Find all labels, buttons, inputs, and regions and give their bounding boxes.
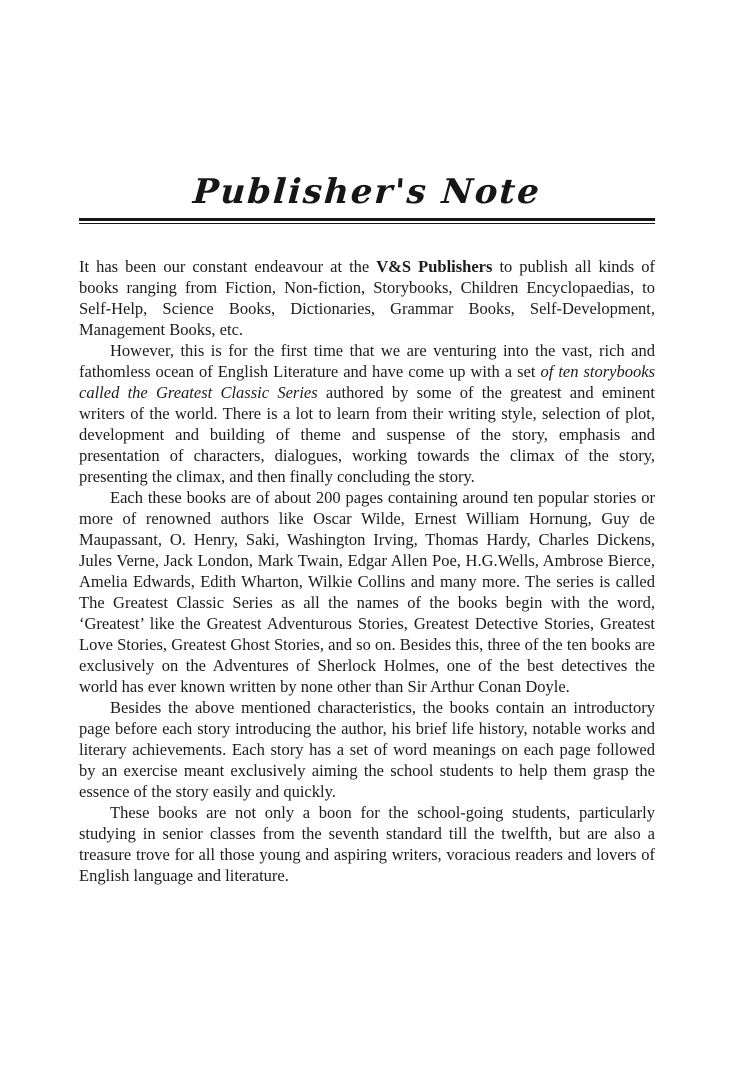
text-segment: to publish all kinds of books ranging from Fiction, Non-fiction, Storybooks, Children Encyclopaedias, to Self-Help, Science Books, Dictionaries, Grammar Books, Self-Development, Management Books, etc. — [79, 257, 655, 339]
page-content — [79, 0, 655, 886]
paragraph-4 — [79, 697, 655, 802]
text-segment: authored by some of the greatest and eminent writers of the world. There is a lot to learn from their writing style, selection of plot, development and building of theme and suspense of the story, emphasis and presentation of characters, dialogues, working towards the climax of the story, presenting the climax, and then finally concluding the story. — [79, 383, 655, 486]
page-header — [79, 168, 655, 224]
text-segment: Besides the above mentioned characteristics, the books contain an introductory page before each story introducing the author, his brief life history, notable works and literary achievements. Each story has a set of word meanings on each page followed by an exercise meant exclusively aiming the school students to help them grasp the essence of the story easily and quickly. — [79, 698, 655, 801]
paragraph-2 — [79, 340, 655, 487]
paragraph-1 — [79, 256, 655, 340]
text-segment-italic: of ten storybooks called the Greatest Classic Series — [79, 362, 655, 402]
title-rule — [79, 218, 655, 224]
paragraph-5 — [79, 802, 655, 886]
text-segment-bold: V&S Publishers — [376, 257, 493, 276]
paragraph-3 — [79, 487, 655, 697]
text-segment: However, this is for the first time that we are venturing into the vast, rich and fathomless ocean of English Literature and have come up with a set — [79, 341, 655, 381]
publishers-note-title: Publisher's Note — [191, 172, 543, 212]
publishers-note-body — [79, 256, 655, 886]
text-segment: It has been our constant endeavour at the — [79, 257, 377, 276]
text-segment: These books are not only a boon for the school-going students, particularly studying in senior classes from the seventh standard till the twelfth, but are also a treasure trove for all those young and aspiring writers, voracious readers and lovers of English language and literature. — [79, 803, 655, 885]
text-segment: Each these books are of about 200 pages containing around ten popular stories or more of renowned authors like Oscar Wilde, Ernest William Hornung, Guy de Maupassant, O. Henry, Saki, Washington Irving, Thomas Hardy, Charles Dickens, Jules Verne, Jack London, Mark Twain, Edgar Allen Poe, H.G.Wells, Ambrose Bierce, Amelia Edwards, Edith Wharton, Wilkie Collins and many more. The series is called The Greatest Classic Series as all the names of the books begin with the word, ‘Greatest’ like the Greatest Adventurous Stories, Greatest Detective Stories, Greatest Love Stories, Greatest Ghost Stories, and so on. Besides this, three of the ten books are exclusively on the Adventures of Sherlock Holmes, one of the best detectives the world has ever known written by none other than Sir Arthur Conan Doyle. — [79, 488, 655, 696]
